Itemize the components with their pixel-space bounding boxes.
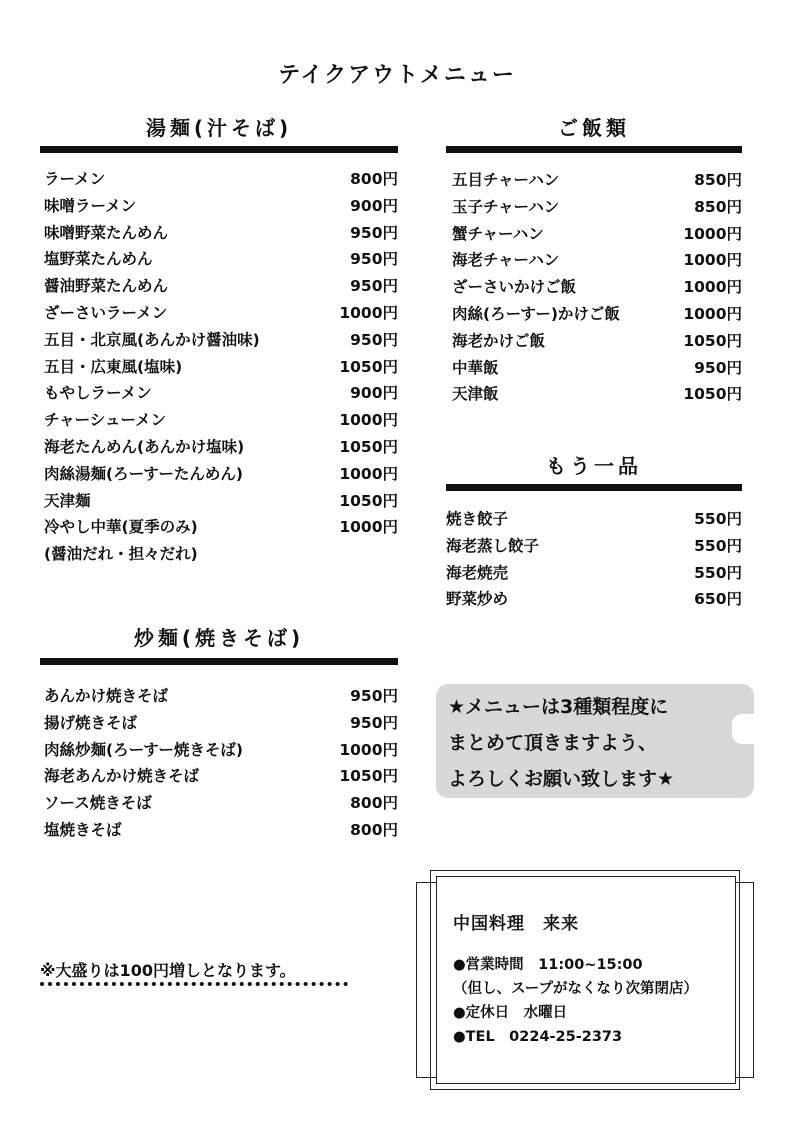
menu-item-price: 1050円 (339, 767, 398, 786)
section-divider (40, 658, 398, 665)
menu-item (44, 514, 398, 541)
menu-item-name: 野菜炒め (446, 590, 509, 609)
menu-item (452, 381, 742, 408)
menu-item (44, 461, 398, 488)
menu-item (452, 221, 742, 248)
menu-item-price: 1050円 (339, 491, 398, 510)
section-heading-side: もう一品 (546, 454, 642, 478)
side-list (446, 506, 742, 613)
menu-item-price: 800円 (350, 794, 398, 813)
menu-item (44, 327, 398, 354)
menu-item (446, 506, 742, 533)
menu-item-price: 650円 (694, 590, 742, 609)
menu-item-name: ソース焼きそば (44, 794, 152, 813)
menu-item-price: 1000円 (339, 411, 398, 430)
menu-item-price: 900円 (350, 384, 398, 403)
tangmen-list (44, 166, 398, 568)
menu-item-price: 1000円 (683, 251, 742, 270)
menu-item-price: 950円 (350, 250, 398, 269)
menu-item-price: 800円 (350, 820, 398, 839)
menu-item-price: 950円 (694, 358, 742, 377)
section-heading-chaomen: 炒麺(焼きそば) (133, 626, 305, 650)
menu-item-name: 肉絲炒麺(ろーすー焼きそば) (44, 740, 243, 759)
large-serving-note: ※大盛りは100円増しとなります。 (40, 961, 296, 980)
menu-item-price: 1000円 (339, 518, 398, 537)
menu-item (44, 434, 398, 461)
menu-item (44, 763, 398, 790)
menu-item-price: 1000円 (339, 464, 398, 483)
menu-item-name: 味噌野菜たんめん (44, 223, 169, 242)
menu-item (446, 560, 742, 587)
notice-line: よろしくお願い致します★ (448, 768, 675, 790)
menu-item-name: ざーさいラーメン (44, 303, 168, 322)
menu-item (44, 380, 398, 407)
menu-item-price: 1000円 (683, 224, 742, 243)
menu-item (44, 273, 398, 300)
menu-item-name: 五目・広東風(塩味) (44, 357, 183, 376)
menu-item-name: 肉絲(ろーすー)かけご飯 (452, 304, 620, 323)
rice-list (452, 167, 742, 408)
section-divider (446, 484, 742, 491)
section-divider (40, 146, 398, 153)
menu-item-price: 550円 (694, 536, 742, 555)
menu-item-name: 肉絲湯麺(ろーすーたんめん) (44, 464, 243, 483)
shop-hours-note: （但し、スープがなくなり次第閉店） (453, 981, 699, 997)
notice-line: まとめて頂きますよう、 (448, 732, 658, 754)
menu-item-price: 950円 (350, 687, 398, 705)
menu-item-name: 蟹チャーハン (452, 224, 544, 243)
menu-item-name: 玉子チャーハン (452, 197, 560, 216)
menu-item-price: 1050円 (339, 437, 398, 456)
menu-item (452, 167, 742, 194)
menu-item-price: 950円 (350, 713, 398, 732)
menu-item-name: 中華飯 (452, 358, 499, 377)
page-title: テイクアウトメニュー (278, 63, 516, 88)
menu-item-name: あんかけ焼きそば (44, 687, 169, 705)
menu-item (44, 300, 398, 327)
section-divider (446, 146, 742, 153)
shop-name: 中国料理 来来 (453, 914, 579, 934)
menu-item (44, 354, 398, 381)
menu-item-name: 天津飯 (452, 385, 499, 404)
menu-item-price: 1000円 (683, 304, 742, 323)
notice-line: ★メニューは3種類程度に (448, 696, 669, 718)
menu-item (452, 328, 742, 355)
menu-item-price: 950円 (350, 330, 398, 349)
menu-item-name: 冷やし中華(夏季のみ) (44, 518, 198, 537)
menu-item-name: 揚げ焼きそば (44, 713, 138, 732)
menu-item-name: 海老蒸し餃子 (446, 536, 540, 555)
menu-item-name: 海老あんかけ焼きそば (44, 767, 200, 786)
menu-item (446, 533, 742, 560)
menu-item-name: 五目チャーハン (452, 171, 560, 189)
shop-info-box (436, 876, 736, 1084)
menu-item (452, 247, 742, 274)
menu-item-name: 海老たんめん(あんかけ塩味) (44, 437, 245, 456)
menu-item-price: 950円 (350, 277, 398, 296)
menu-item-price: 1000円 (339, 303, 398, 322)
menu-item-price: 950円 (350, 223, 398, 242)
section-heading-tangmen: 湯麺(汁そば) (145, 116, 293, 140)
menu-item (44, 220, 398, 247)
shop-tel: ●TEL 0224-25-2373 (453, 1029, 623, 1045)
menu-item-price: 550円 (694, 563, 742, 582)
menu-item (446, 586, 742, 613)
menu-item-name: 五目・北京風(あんかけ醤油味) (44, 330, 260, 349)
shop-holiday: ●定休日 水曜日 (453, 1005, 568, 1021)
menu-item-price: 1000円 (339, 740, 398, 759)
menu-item-price: 1050円 (683, 385, 742, 404)
menu-item (44, 407, 398, 434)
section-heading-rice: ご飯類 (558, 116, 630, 140)
menu-item-price: 850円 (694, 171, 742, 189)
menu-item (452, 301, 742, 328)
menu-item (44, 710, 398, 737)
menu-item-name: 天津麺 (44, 491, 91, 510)
menu-item (44, 488, 398, 515)
notice-box (436, 684, 754, 798)
menu-item (44, 193, 398, 220)
menu-item (452, 274, 742, 301)
menu-item (44, 683, 398, 710)
menu-item-name: 焼き餃子 (446, 510, 509, 528)
menu-item-price: 850円 (694, 197, 742, 216)
menu-item-name: 海老チャーハン (452, 251, 560, 270)
menu-item-price: 800円 (350, 170, 398, 188)
menu-item-name: もやしラーメン (44, 384, 152, 403)
menu-item-name: 塩焼きそば (44, 820, 122, 839)
menu-item (452, 194, 742, 221)
menu-item-price: 900円 (350, 196, 398, 215)
dotted-underline (40, 982, 348, 986)
chaomen-list (44, 683, 398, 844)
menu-item (44, 166, 398, 193)
menu-item (452, 355, 742, 382)
menu-item-name: 海老かけご飯 (452, 331, 546, 350)
menu-item-name: 海老焼売 (446, 563, 509, 582)
menu-item-name: 味噌ラーメン (44, 196, 137, 215)
menu-item (44, 817, 398, 844)
menu-item-price: 1050円 (339, 357, 398, 376)
shop-hours: ●営業時間 11:00~15:00 (453, 957, 643, 973)
menu-item-price: 550円 (694, 510, 742, 528)
menu-item (44, 790, 398, 817)
menu-item-name: 醤油野菜たんめん (44, 277, 169, 296)
menu-item-name: ざーさいかけご飯 (452, 278, 577, 297)
menu-item-name: チャーシューメン (44, 411, 167, 430)
menu-item-price: 1050円 (683, 331, 742, 350)
menu-item-name: ラーメン (44, 170, 106, 188)
menu-item-price: 1000円 (683, 278, 742, 297)
menu-item (44, 737, 398, 764)
menu-item (44, 246, 398, 273)
menu-item-name: 塩野菜たんめん (44, 250, 153, 269)
menu-note: (醤油だれ・担々だれ) (44, 545, 198, 564)
